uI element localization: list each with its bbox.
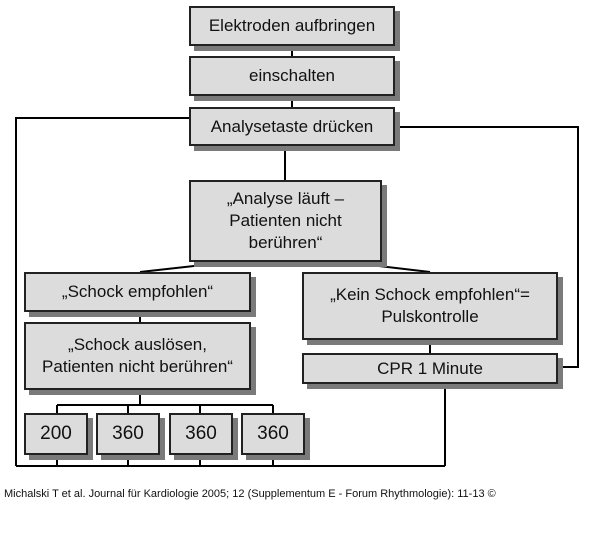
step-analysis-button-box xyxy=(189,107,395,146)
connector-analysis-noshock xyxy=(345,262,430,272)
no-shock-box xyxy=(302,272,558,340)
cpr-box xyxy=(302,353,558,384)
energy-box-3 xyxy=(169,413,233,455)
energy-value-2: 360 xyxy=(112,423,144,444)
step-switch-on-box xyxy=(189,56,395,96)
shock-release-label: „Schock auslösen, Patienten nicht berühren“ xyxy=(42,335,233,376)
no-shock-label: „Kein Schock empfohlen“= Pulskontrolle xyxy=(330,285,530,326)
analysis-running-box xyxy=(189,180,382,262)
energy-box-1 xyxy=(24,413,88,455)
step-electrodes-label: Elektroden aufbringen xyxy=(208,16,376,35)
step-switch-on-label: einschalten xyxy=(248,66,335,85)
shock-recommended-label: „Schock empfohlen“ xyxy=(61,282,214,301)
connector-analysis-shock xyxy=(140,262,230,272)
source-caption: Michalski T et al. Journal für Kardiologie 2005; 12 (Supplementum E - Forum Rhythmologie): 11-13 © xyxy=(4,488,496,500)
shock-release-box xyxy=(24,322,251,390)
cpr-label: CPR 1 Minute xyxy=(377,358,483,378)
energy-value-1: 200 xyxy=(40,423,72,444)
shock-recommended-box xyxy=(24,272,251,312)
energy-box-4 xyxy=(241,413,305,455)
energy-value-3: 360 xyxy=(185,423,217,444)
energy-box-2 xyxy=(96,413,160,455)
analysis-running-label: „Analyse läuft – Patienten nicht berühren“ xyxy=(226,189,345,252)
energy-value-4: 360 xyxy=(257,423,289,444)
step-analysis-button-label: Analysetaste drücken xyxy=(210,116,374,136)
step-electrodes-box xyxy=(189,6,395,46)
